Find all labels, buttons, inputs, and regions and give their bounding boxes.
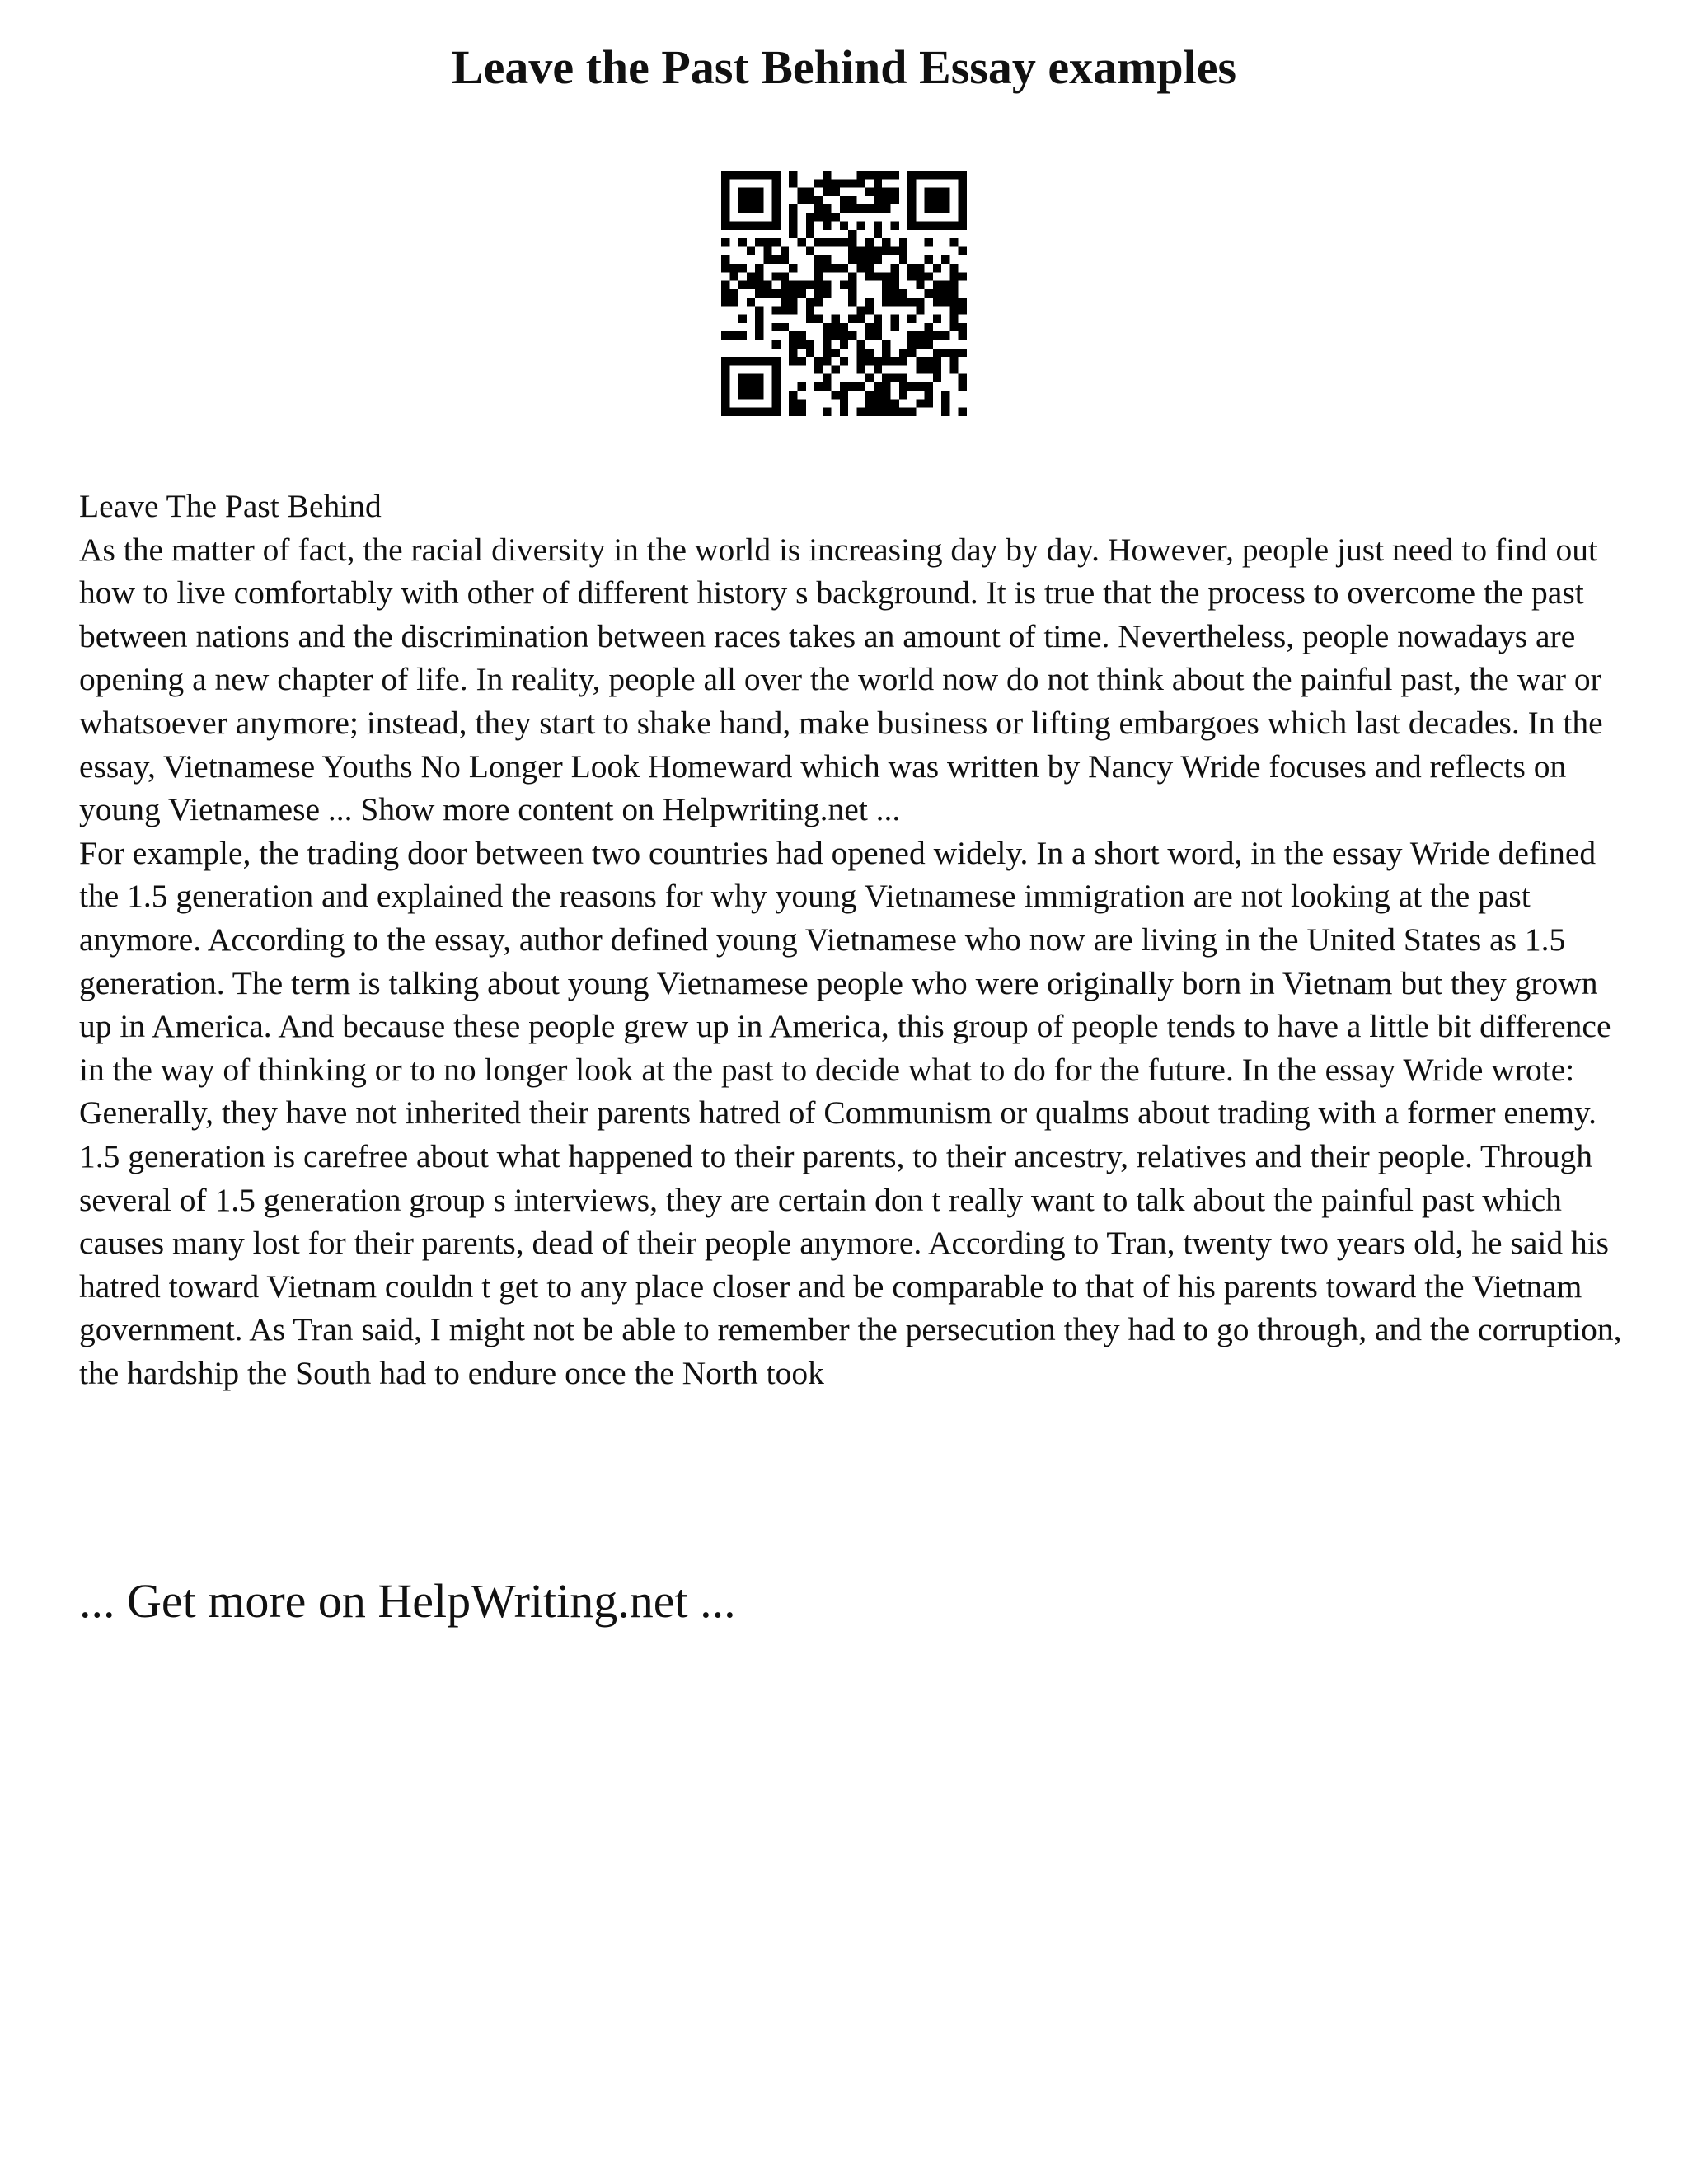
document-title: Leave the Past Behind Essay examples (451, 40, 1237, 94)
essay-body (79, 485, 1629, 1394)
essay-paragraph-1: As the matter of fact, the racial diversity in the world is increasing day by day. However, people just need to find out how to live comfortably with other of different history s background. It is true that the process to overcome the past between nations and the discrimination between races takes an amount of time. Nevertheless, people nowadays are opening a new chapter of life. In reality, people all over the world now do not think about the painful past, the war or whatsoever anymore; instead, they start to shake hand, make business or lifting embargoes which last decades. In the essay, Vietnamese Youths No Longer Look Homeward which was written by Nancy Wride focuses and reflects on young Vietnamese ... Show more content on Helpwriting.net ... (79, 531, 1603, 828)
essay-paragraph-2: For example, the trading door between two countries had opened widely. In a short word, in the essay Wride defined the 1.5 generation and explained the reasons for why young Vietnamese immigration are not looking at the past anymore. According to the essay, author defined young Vietnamese who now are living in the United States as 1.5 generation. The term is talking about young Vietnamese people who were originally born in Vietnam but they grown up in America. And because these people grew up in America, this group of people tends to have a little bit difference in the way of thinking or to no longer look at the past to decide what to do for the future. In the essay Wride wrote: Generally, they have not inherited their parents hatred of Communism or qualms about trading with a former enemy. 1.5 generation is carefree about what happened to their parents, to their ancestry, relatives and their people. Through several of 1.5 generation group s interviews, they are certain don t really want to talk about the painful past which causes many lost for their parents, dead of their people anymore. According to Tran, twenty two years old, he said his hatred toward Vietnam couldn t get to any place closer and be comparable to that of his parents toward the Vietnam government. As Tran said, I might not be able to remember the persecution they had to go through, and the corruption, the hardship the South had to endure once the North took (79, 834, 1622, 1391)
get-more-link[interactable]: ... Get more on HelpWriting.net ... (79, 1574, 736, 1628)
essay-heading: Leave The Past Behind (79, 488, 382, 524)
qr-code-icon[interactable] (721, 171, 967, 416)
